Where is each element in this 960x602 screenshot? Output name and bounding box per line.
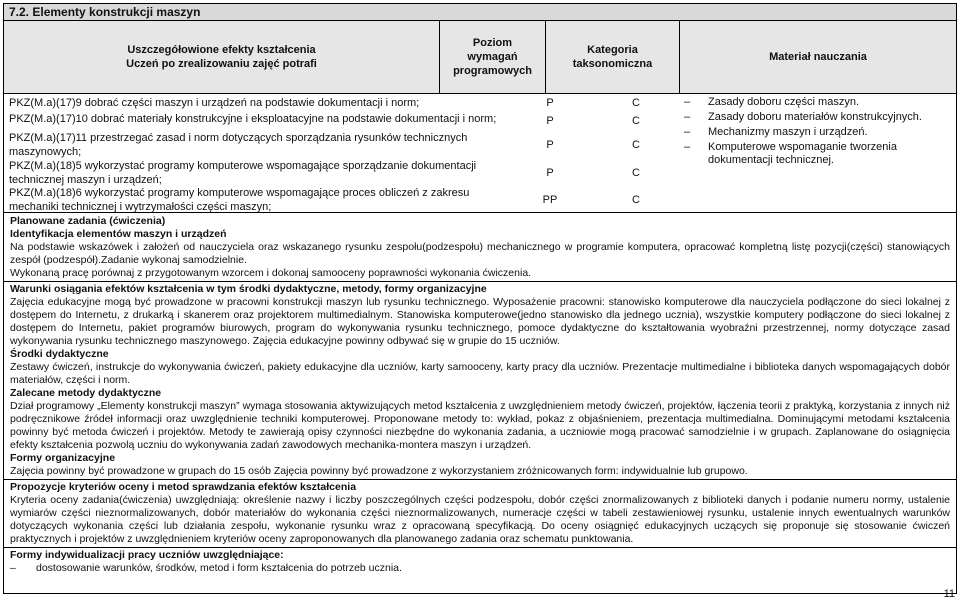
material-item: – Komputerowe wspomaganie tworzenia dokumentacji technicznej. (684, 141, 897, 166)
objective-text: PKZ(M.a)(18)5 wykorzystać programy komputerowe wspomagające sporządzanie dokumentacji technicznej maszyn i urządzeń; (9, 160, 477, 186)
individualization-item: – dostosowanie warunków, środków, metod i form kształcenia do potrzeb ucznia. (10, 562, 402, 574)
methods-text: Dział programowy „Elementy konstrukcji maszyn” wymaga stosowania aktywizujących metod kształcenia z uwzględnieniem metody ćwiczeń, projektów, łączenia teorii z praktyką, korzystania z innych niż podręcznikowe źródeł informacji oraz uwzględnienie techniki komputerowej. Proponowane metody to: wykład, pokaz z objaśnieniem, prezentacja multimedialna. Dominującymi metodami kształcenia powinny być metoda ćwiczeń i projektów. Metody te zawierają opisy czynności niezbędne do wykonania zadania, a uczniowie mogą pracować samodzielnie i w grupach. Zaplanowane do osiągnięcia efekty kształcenia pozwolą uczniu do wykonywania zadań zawodowych mechanika-montera maszyn i urządzeń. (10, 400, 950, 451)
header-category: Kategoria taksonomiczna (546, 21, 680, 93)
objective-text: PKZ(M.a)(17)9 dobrać części maszyn i urządzeń na podstawie dokumentacji i norm; (9, 97, 420, 109)
objective-category: C (632, 115, 640, 127)
objective-level: P (546, 139, 554, 151)
didactic-means-text: Zestawy ćwiczeń, instrukcje do wykonywania ćwiczeń, pakiety edukacyjne dla uczniów, karty samooceny, karty pracy dla uczniów. Prezentacje multimedialne i biblioteka danych wspomagających dobór materiałów, części i norm. (10, 361, 950, 386)
section-title: 7.2. Elementy konstrukcji maszyn (3, 3, 957, 21)
objective-category: C (632, 97, 640, 109)
organizational-forms-text: Zajęcia powinny być prowadzone w grupach do 15 osób Zajęcia powinny być prowadzone z wykorzystaniem zróżnicowanych form: indywidualnie lub grupowo. (10, 465, 748, 477)
material-item: – Zasady doboru części maszyn. (684, 96, 860, 108)
header-level: Poziom wymagań programowych (440, 21, 546, 93)
planned-tasks-heading: Planowane zadania (ćwiczenia) (10, 215, 166, 227)
didactic-means-heading: Środki dydaktyczne (10, 348, 109, 360)
objective-level: P (546, 97, 554, 109)
criteria-heading: Propozycje kryteriów oceny i metod sprawdzania efektów kształcenia (10, 481, 357, 493)
methods-heading: Zalecane metody dydaktyczne (10, 387, 162, 399)
page-number: 11 (943, 588, 955, 600)
organizational-forms-heading: Formy organizacyjne (10, 452, 116, 464)
individualization-heading: Formy indywidualizacji pracy uczniów uwzględniające: (10, 549, 284, 561)
table-header (3, 21, 957, 94)
objectives-section (3, 94, 957, 213)
header-material: Materiał nauczania (769, 51, 867, 63)
header-effects: Uszczegółowione efekty kształcenia Uczeń po zrealizowaniu zajęć potrafi (4, 21, 440, 93)
material-item: – Mechanizmy maszyn i urządzeń. (684, 126, 868, 138)
conditions-heading: Warunki osiągania efektów kształcenia w tym środki dydaktyczne, metody, formy organizacyjne (10, 283, 487, 295)
objective-category: C (632, 194, 640, 206)
task-text: Na podstawie wskazówek i założeń od nauczyciela oraz wskazanego rysunku zespołu(podzespołu) mechanicznego w programie komputera, opracować kompletną listę pozycji(części) stanowiących zespół (podzespół).Zadanie wykonaj samodzielnie. (10, 241, 950, 266)
materials-list (684, 96, 954, 169)
body-section (3, 213, 957, 594)
objective-text: PKZ(M.a)(17)11 przestrzegać zasad i norm dotyczących sporządzania rysunków technicznych maszynowych; (9, 132, 468, 158)
task-text-2: Wykonaną pracę porównaj z przygotowanym wzorcem i dokonaj samooceny poprawności wykonania ćwiczenia. (10, 267, 532, 279)
objective-level: P (546, 167, 554, 179)
objective-category: C (632, 139, 640, 151)
objective-category: C (632, 167, 640, 179)
criteria-text: Kryteria oceny zadania(ćwiczenia) uwzględniają: określenie nazwy i liczby poszczególnych części podzespołu, dobór części znormalizowanych z biblioteki danych i podanie numeru normy, ustalenie wymiarów części nieznormalizowanych, dobór materiałów do wykonania części nieznormalizowanych, numeracje części w tabeli zestawieniowej rysunku, ustalenie innych ewentualnych warunków dotyczących wykonania części lub działania zespołu, wykonanie rysunku wraz z opracowaną specyfikacją. Do oceny osiągnięć edukacyjnych uczących się proponuje się stosowanie ćwiczeń praktycznych i projektów z uwzględnieniem kryteriów oceny zaproponowanych dla planowanego zadania oraz schematu punktowania. (10, 494, 950, 545)
objective-text: PKZ(M.a)(17)10 dobrać materiały konstrukcyjne i eksploatacyjne na podstawie dokumentacji i norm; (9, 113, 497, 125)
objective-level: P (546, 115, 554, 127)
conditions-text: Zajęcia edukacyjne mogą być prowadzone w pracowni konstrukcji maszyn lub rysunku technicznego. Wyposażenie pracowni: stanowisko komputerowe dla nauczyciela podłączone do sieci lokalnej z dostępem do Internetu, z drukarką i skanerem oraz projektorem multimedialnym. Stanowiska komputerowe(jedno stanowisko dla jednego ucznia), wszystkie komputery podłączone do sieci lokalnej z dostępem do Internetu, pakiet programów biurowych, program do wykonywania rysunku technicznego, pomoce dydaktyczne do kształtowania wyobraźni przestrzennej, normy dotyczące zasad wykonywania rysunku technicznego maszynowego. Zajęcia edukacyjne powinny odbywać się w grupie do 15 uczniów. (10, 296, 950, 347)
task-heading: Identyfikacja elementów maszyn i urządzeń (10, 228, 227, 240)
objective-text: PKZ(M.a)(18)6 wykorzystać programy komputerowe wspomagające proces obliczeń z zakresu mechaniki technicznej i wytrzymałości części maszyn; (9, 187, 470, 213)
material-item: – Zasady doboru materiałów konstrukcyjnych. (684, 111, 922, 123)
objective-level: PP (542, 194, 558, 206)
